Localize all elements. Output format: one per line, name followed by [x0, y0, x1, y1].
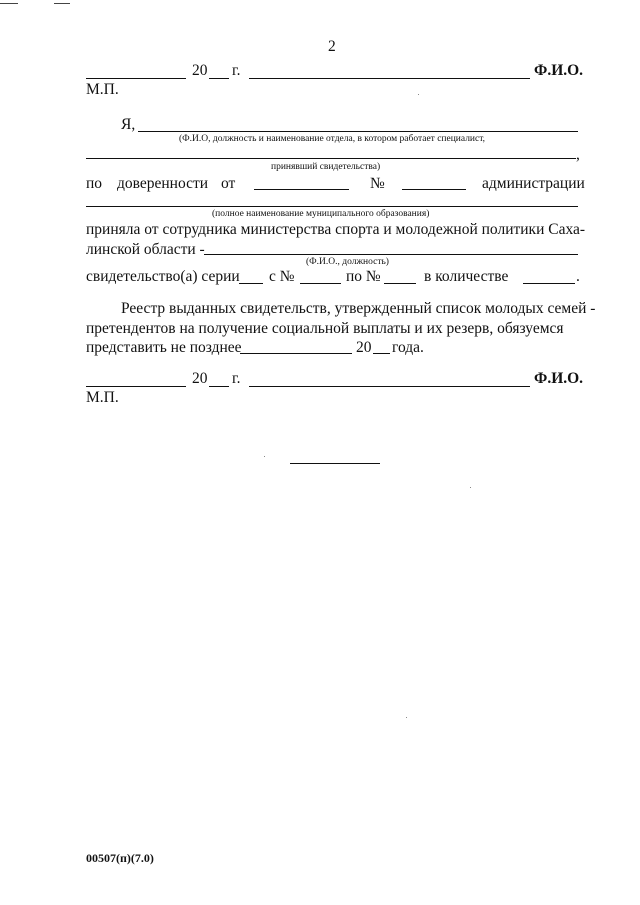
municipality-line: [86, 206, 578, 207]
deadline-blank: [240, 353, 352, 354]
deadline-year-blank: [373, 353, 390, 354]
name-line-continued: [86, 158, 576, 159]
year-blank: [209, 78, 229, 79]
date-blank: [254, 189, 349, 190]
word-administracii: администрации: [482, 175, 585, 192]
period: .: [576, 268, 580, 285]
quantity-blank: [523, 283, 575, 284]
scan-speck: [264, 456, 265, 457]
word-ot: от: [221, 175, 236, 192]
scan-mark: [54, 3, 70, 4]
signature-line: [249, 78, 530, 79]
stamp-label: М.П.: [86, 389, 119, 406]
comma: ,: [576, 146, 580, 163]
caption-fio-position: (Ф.И.О, должность и наименование отдела, в котором работает специалист,: [179, 134, 486, 144]
scan-speck: [418, 94, 419, 95]
scan-speck: [470, 487, 471, 488]
signature-line: [86, 386, 186, 387]
scan-mark: [0, 3, 18, 4]
stamp-label: М.П.: [86, 81, 119, 98]
word-doverennosti: доверенности: [117, 175, 209, 192]
year-blank: [209, 386, 229, 387]
obligation-year: 20: [356, 339, 372, 356]
employee-line: [204, 254, 578, 255]
number-sign: №: [370, 175, 385, 192]
scan-speck: [406, 717, 407, 718]
caption-municipality: (полное наименование муниципального образования): [212, 209, 430, 219]
signature-line: [249, 386, 530, 387]
page-number: 2: [328, 38, 336, 55]
from-number-blank: [300, 283, 341, 284]
separator-line: [290, 463, 380, 464]
word-svidetelstvo: свидетельство(а) серии: [86, 268, 240, 285]
year-suffix: г.: [232, 370, 241, 387]
year-prefix: 20: [192, 370, 208, 387]
year-suffix: г.: [232, 62, 241, 79]
footer-code: 00507(п)(7.0): [86, 851, 154, 865]
obligation-line-1: Реестр выданных свидетельств, утвержденный список молодых семей -: [121, 300, 596, 317]
caption-received: принявший свидетельства): [271, 162, 381, 172]
to-number-blank: [384, 283, 416, 284]
obligation-line-2: претендентов на получение социальной выплаты и их резерв, обязуемся: [86, 320, 564, 337]
pronoun-ya: Я,: [121, 116, 136, 133]
series-blank: [239, 283, 263, 284]
fio-label: Ф.И.О.: [534, 62, 584, 79]
line-prinyala: приняла от сотрудника министерства спорта и молодежной политики Саха-: [86, 221, 586, 238]
obligation-suffix: года.: [392, 339, 424, 356]
word-s-no: с №: [269, 268, 295, 285]
fio-label: Ф.И.О.: [534, 370, 584, 387]
caption-employee: (Ф.И.О., должность): [306, 257, 389, 267]
word-kolichestve: в количестве: [424, 268, 509, 285]
signature-line: [86, 78, 186, 79]
line-linskoy: линской области -: [86, 241, 205, 258]
word-po-no: по №: [346, 268, 381, 285]
obligation-line-3-prefix: представить не позднее: [86, 339, 242, 356]
word-po: по: [86, 175, 103, 192]
name-line: [138, 131, 578, 132]
number-blank: [402, 189, 466, 190]
year-prefix: 20: [192, 62, 208, 79]
